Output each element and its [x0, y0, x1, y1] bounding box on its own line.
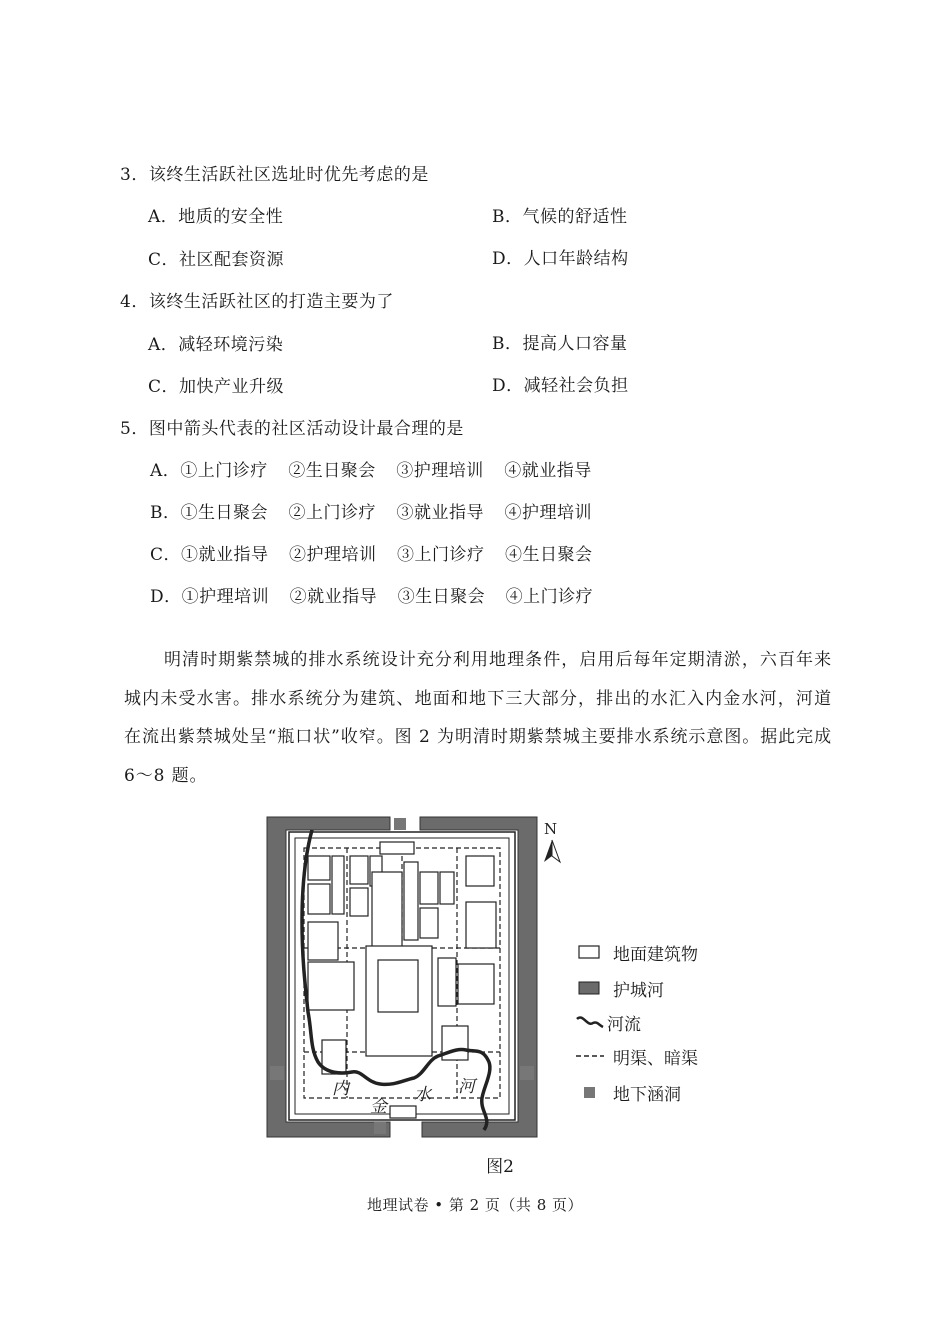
- option-item: ③生日聚会: [397, 587, 486, 607]
- legend-label: 地下涵洞: [613, 1085, 681, 1105]
- option-item: ②上门诊疗: [288, 503, 376, 523]
- river-char: 水: [414, 1085, 431, 1105]
- culvert-icon: [575, 1083, 605, 1101]
- option-item: ①生日聚会: [180, 503, 268, 523]
- question-3-stem: 3．该终生活跃社区选址时优先考虑的是: [120, 165, 429, 185]
- option-item: ④上门诊疗: [505, 587, 594, 607]
- river-icon: [575, 1013, 605, 1031]
- option-letter: C．: [150, 545, 182, 565]
- option-letter: A．: [150, 461, 181, 481]
- building-icon: [575, 943, 605, 961]
- question-3-option-d: D．人口年龄结构: [492, 249, 629, 269]
- river-char: 金: [370, 1097, 387, 1117]
- moat-icon: [575, 979, 605, 997]
- question-3-option-c: C．社区配套资源: [148, 250, 285, 270]
- legend-label: 地面建筑物: [613, 945, 698, 965]
- option-item: ④就业指导: [504, 461, 592, 481]
- question-4-option-b: B．提高人口容量: [492, 334, 628, 354]
- question-4-option-a: A．减轻环境污染: [148, 335, 284, 355]
- question-5-option-a: [150, 456, 592, 481]
- option-item: ④护理培训: [504, 503, 592, 523]
- option-item: ③上门诊疗: [397, 545, 485, 565]
- question-4-option-c: C．加快产业升级: [148, 377, 285, 397]
- option-item: ②生日聚会: [288, 461, 376, 481]
- question-5-stem: 5．图中箭头代表的社区活动设计最合理的是: [120, 419, 464, 439]
- option-item: ②护理培训: [289, 545, 377, 565]
- option-item: ①护理培训: [181, 587, 270, 607]
- legend-label: 河流: [607, 1015, 641, 1035]
- question-5-option-d: [150, 582, 593, 607]
- option-item: ③就业指导: [396, 503, 484, 523]
- option-letter: D．: [150, 587, 182, 607]
- river-char: 河: [458, 1077, 475, 1097]
- option-item: ①就业指导: [181, 545, 269, 565]
- question-3-option-b: B．气候的舒适性: [492, 207, 628, 227]
- question-4-option-d: D．减轻社会负担: [492, 376, 629, 396]
- north-label: N: [544, 820, 558, 838]
- question-5-option-b: [150, 498, 592, 523]
- river-char: 内: [332, 1079, 349, 1099]
- option-letter: B．: [150, 503, 181, 523]
- option-item: ④生日聚会: [505, 545, 593, 565]
- north-arrow-icon: [544, 820, 560, 862]
- question-4-stem: 4．该终生活跃社区的打造主要为了: [120, 292, 394, 312]
- option-item: ③护理培训: [396, 461, 484, 481]
- page-footer: 地理试卷 • 第 2 页（共 8 页）: [366, 1196, 584, 1214]
- passage-paragraph: 明清时期紫禁城的排水系统设计充分利用地理条件，启用后每年定期清淤，六百年来城内未受水害。排水系统分为建筑、地面和地下三大部分，排出的水汇入内金水河，河道在流出紫禁城处呈“瓶口状”收窄。图 2 为明清时期紫禁城主要排水系统示意图。据此完成 6～8 题。: [124, 650, 832, 786]
- figure-caption: 图2: [486, 1157, 514, 1177]
- legend-label: 护城河: [613, 981, 664, 1001]
- question-5-option-c: [150, 540, 593, 565]
- option-item: ②就业指导: [289, 587, 378, 607]
- question-3-option-a: A．地质的安全性: [148, 207, 284, 227]
- dashed-channel-icon: [575, 1047, 605, 1065]
- legend-label: 明渠、暗渠: [613, 1049, 698, 1069]
- option-item: ①上门诊疗: [180, 461, 268, 481]
